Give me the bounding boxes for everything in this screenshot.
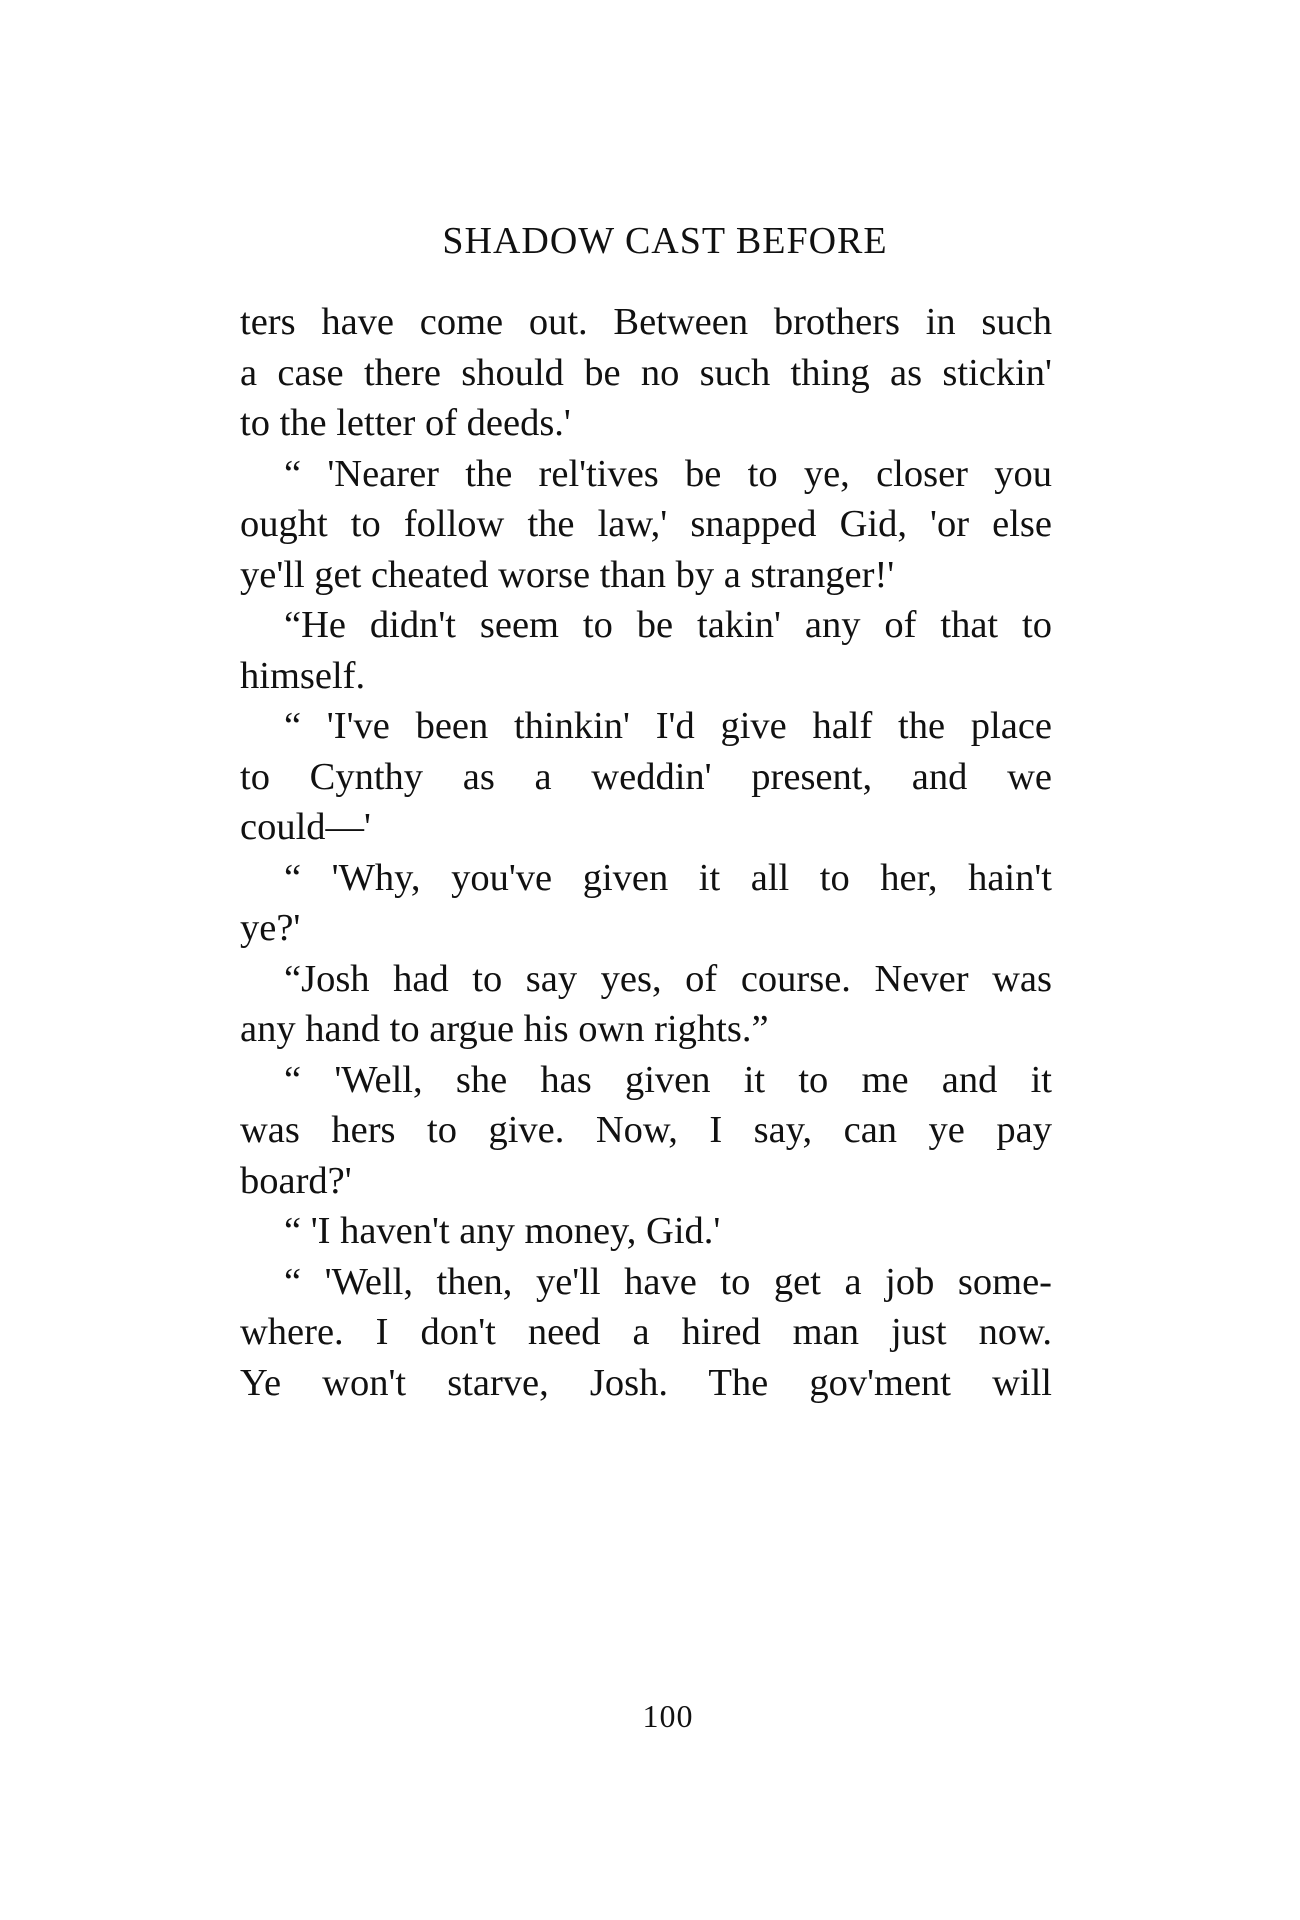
text-line: “ 'Well, she has given it to me and it: [284, 1059, 1052, 1101]
text-line: “ 'Well, then, ye'll have to get a job some-: [284, 1261, 1052, 1303]
text-line: ought to follow the law,' snapped Gid, 'or else: [240, 503, 1052, 545]
text-line: where. I don't need a hired man just now.: [240, 1311, 1052, 1353]
text-line: board?': [240, 1160, 352, 1202]
text-line: ters have come out. Between brothers in such: [240, 301, 1052, 343]
text-line: to the letter of deeds.': [240, 402, 571, 444]
text-line: any hand to argue his own rights.”: [240, 1008, 769, 1050]
text-line: ye'll get cheated worse than by a stranger!': [240, 554, 895, 596]
text-line: “ 'I've been thinkin' I'd give half the place: [284, 705, 1052, 747]
text-line: “ 'I haven't any money, Gid.': [284, 1210, 721, 1252]
running-head: SHADOW CAST BEFORE: [442, 220, 888, 262]
text-line: “He didn't seem to be takin' any of that to: [284, 604, 1052, 646]
text-line: could—': [240, 806, 371, 848]
page-number: 100: [642, 1698, 694, 1734]
text-line: a case there should be no such thing as stickin': [240, 352, 1052, 394]
text-line: “Josh had to say yes, of course. Never was: [284, 958, 1052, 1000]
text-line: was hers to give. Now, I say, can ye pay: [240, 1109, 1052, 1151]
text-line: ye?': [240, 907, 301, 949]
text-line: Ye won't starve, Josh. The gov'ment will: [240, 1362, 1052, 1404]
text-line: “ 'Nearer the rel'tives be to ye, closer you: [284, 453, 1052, 495]
text-line: to Cynthy as a weddin' present, and we: [240, 756, 1052, 798]
text-line: “ 'Why, you've given it all to her, hain't: [284, 857, 1052, 899]
text-line: himself.: [240, 655, 366, 697]
